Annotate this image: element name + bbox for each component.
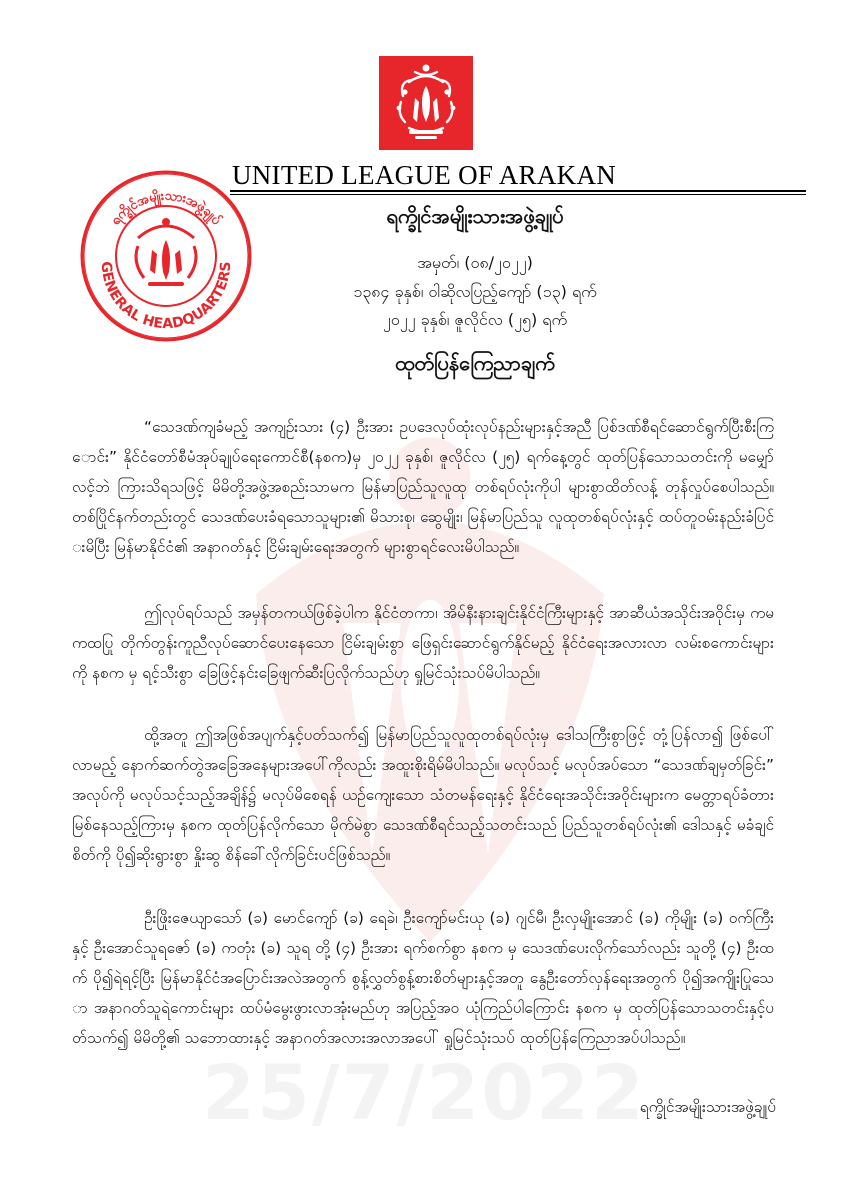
- org-name-english: UNITED LEAGUE OF ARAKAN: [231, 160, 617, 190]
- date-myanmar-calendar: ၁၃၈၄ ခုနှစ်၊ ဝါဆိုလပြည့်ကျော် (၁၃) ရက်: [353, 282, 597, 301]
- signature: ရက္ခိုင်အမျိုးသားအဖွဲ့ချုပ်: [639, 1098, 776, 1116]
- org-name-myanmar: ရက္ခိုင်အမျိုးသားအဖွဲ့ချုပ်: [386, 204, 564, 228]
- stamp-text-myanmar: ရက္ခိုင်အမျိုးသားအဖွဲ့ချုပ်: [108, 188, 224, 229]
- watermark-date: 25/7/2022: [202, 1048, 646, 1137]
- reference-number: အမှတ်၊ (၀၈/၂၀၂၂): [417, 253, 533, 272]
- paragraph: “သေဒဏ်ကျခံမည့် အကျဉ်းသား (၄) ဦးအား ဥပဒေလုပ်ထုံးလုပ်နည်းများနှင့်အညီ ပြစ်ဒဏ်စီရင်ဆောင်ရွက်ပြီးစီးကြောင်း” နိုင်ငံတော်စီမံအုပ်ချုပ်ရေးကောင်စီ(နစက)မှ ၂၀၂၂ ခုနှစ်၊ ဇူလိုင်လ (၂၅) ရက်နေ့တွင် ထုတ်ပြန်သောသတင်းကို မမျှော်လင့်ဘဲ ကြားသိရသဖြင့် မိမိတို့အဖွဲ့အစည်းသာမက မြန်မာပြည်သူလူထု တစ်ရပ်လုံးကိုပါ များစွာထိတ်လန့် တုန်လှုပ်စေပါသည်။ တစ်ပြိုင်နက်တည်းတွင် သေဒဏ်ပေးခံရသောသူများ၏ မိသားစု၊ ဆွေမျိုး၊ မြန်မာပြည်သူ လူထုတစ်ရပ်လုံးနှင့် ထပ်တူဝမ်းနည်းခံပြင်းမိပြီး မြန်မာနိုင်ငံ၏ အနာဂတ်နှင့် ငြိမ်းချမ်းရေးအတွက် များစွာရင်လေးမိပါသည်။: [72, 418, 774, 556]
- document-title: ထုတ်ပြန်ကြေညာချက်: [395, 351, 555, 375]
- stamp-text-english: GENERAL HEADQUARTERS: [97, 260, 235, 333]
- header-divider-thin: [230, 194, 806, 195]
- headquarters-stamp: [78, 168, 254, 344]
- paragraph: ဤလုပ်ရပ်သည် အမှန်တကယ်ဖြစ်ခဲ့ပါက နိုင်ငံတကာ၊ အိမ်နီးနားချင်းနိုင်ငံကြီးများနှင့် အာဆီယံအသိုင်းအဝိုင်းမှ ကမကထပြု တိုက်တွန်းကူညီလုပ်ဆောင်ပေးနေသော ငြိမ်းချမ်းစွာ ဖြေရှင်းဆောင်ရွက်နိုင်မည့် နိုင်ငံရေးအလားလာ လမ်းစကောင်းများကို နစက မှ ရင့်သီးစွာ ခြေဖြင့်နင်းခြေဖျက်ဆီးပြလိုက်သည်ဟု ရှုမြင်သုံးသပ်မိပါသည်။: [72, 604, 774, 682]
- header-divider: [230, 190, 806, 192]
- paragraph: ထို့အတူ ဤအဖြစ်အပျက်နှင့်ပတ်သက်၍ မြန်မာပြည်သူလူထုတစ်ရပ်လုံးမှ ဒေါသကြီးစွာဖြင့် တုံ့ပြန်လာ၍ ဖြစ်ပေါ်လာမည့် နောက်ဆက်တွဲအခြေအနေများအပေါ်ကိုလည်း အထူးစိုးရိမ်မိပါသည်။ မလုပ်သင့် မလုပ်အပ်သော “သေဒဏ်ချမှတ်ခြင်း” အလုပ်ကို မလုပ်သင့်သည့်အချိန်၌ မလုပ်မိစေရန် ယဉ်ကျေးသော သံတမန်ရေးနှင့် နိုင်ငံရေးအသိုင်းအဝိုင်းများက မေတ္တာရပ်ခံတားမြစ်နေသည့်ကြားမှ နစက ထုတ်ပြန်လိုက်သော မိုက်မဲစွာ သေဒဏ်စီရင်သည့်သတင်းသည် ပြည်သူတစ်ရပ်လုံး၏ ဒေါသနှင့် မခံချင်စိတ်ကို ပို၍ဆိုးရွားစွာ နှိုးဆွ စိန်ခေါ်လိုက်ခြင်းပင်ဖြစ်သည်။: [72, 726, 774, 864]
- date-gregorian: ၂၀၂၂ ခုနှစ်၊ ဇူလိုင်လ (၂၅) ရက်: [382, 310, 568, 329]
- ula-logo: [379, 56, 473, 150]
- paragraph: ဦးဖြိုးဇေယျာသော် (ခ) မောင်ကျော် (ခ) ရေခဲ၊ ဦးကျော်မင်းယု (ခ) ဂျင်မီ၊ ဦးလှမျိုးအောင် (ခ) ကိုမျိုး (ခ) ဝက်ကြီး နှင့် ဦးအောင်သူရဇော် (ခ) ကတုံး (ခ) သူရ တို့ (၄) ဦးအား ရက်စက်စွာ နစက မှ သေဒဏ်ပေးလိုက်သော်လည်း သူတို့ (၄) ဦးထက် ပို၍ရဲရင့်ပြီး မြန်မာနိုင်ငံအပြောင်းအလဲအတွက် စွန့်လွှတ်စွန့်စားစိတ်များနှင့်အတူ နွေဦးတော်လှန်ရေးအတွက် ပို၍အကျိုးပြုသော အနာဂတ်သူရဲကောင်းများ ထပ်မံမွေးဖွားလာအုံးမည်ဟု အပြည့်အဝ ယုံကြည်ပါကြောင်း နစက မှ ထုတ်ပြန်သောသတင်းနှင့်ပတ်သက်၍ မိမိတို့၏ သဘောထားနှင့် အနာဂတ်အလားအလာအပေါ် ရှုမြင်သုံးသပ် ထုတ်ပြန်ကြေညာအပ်ပါသည်။: [72, 909, 774, 1047]
